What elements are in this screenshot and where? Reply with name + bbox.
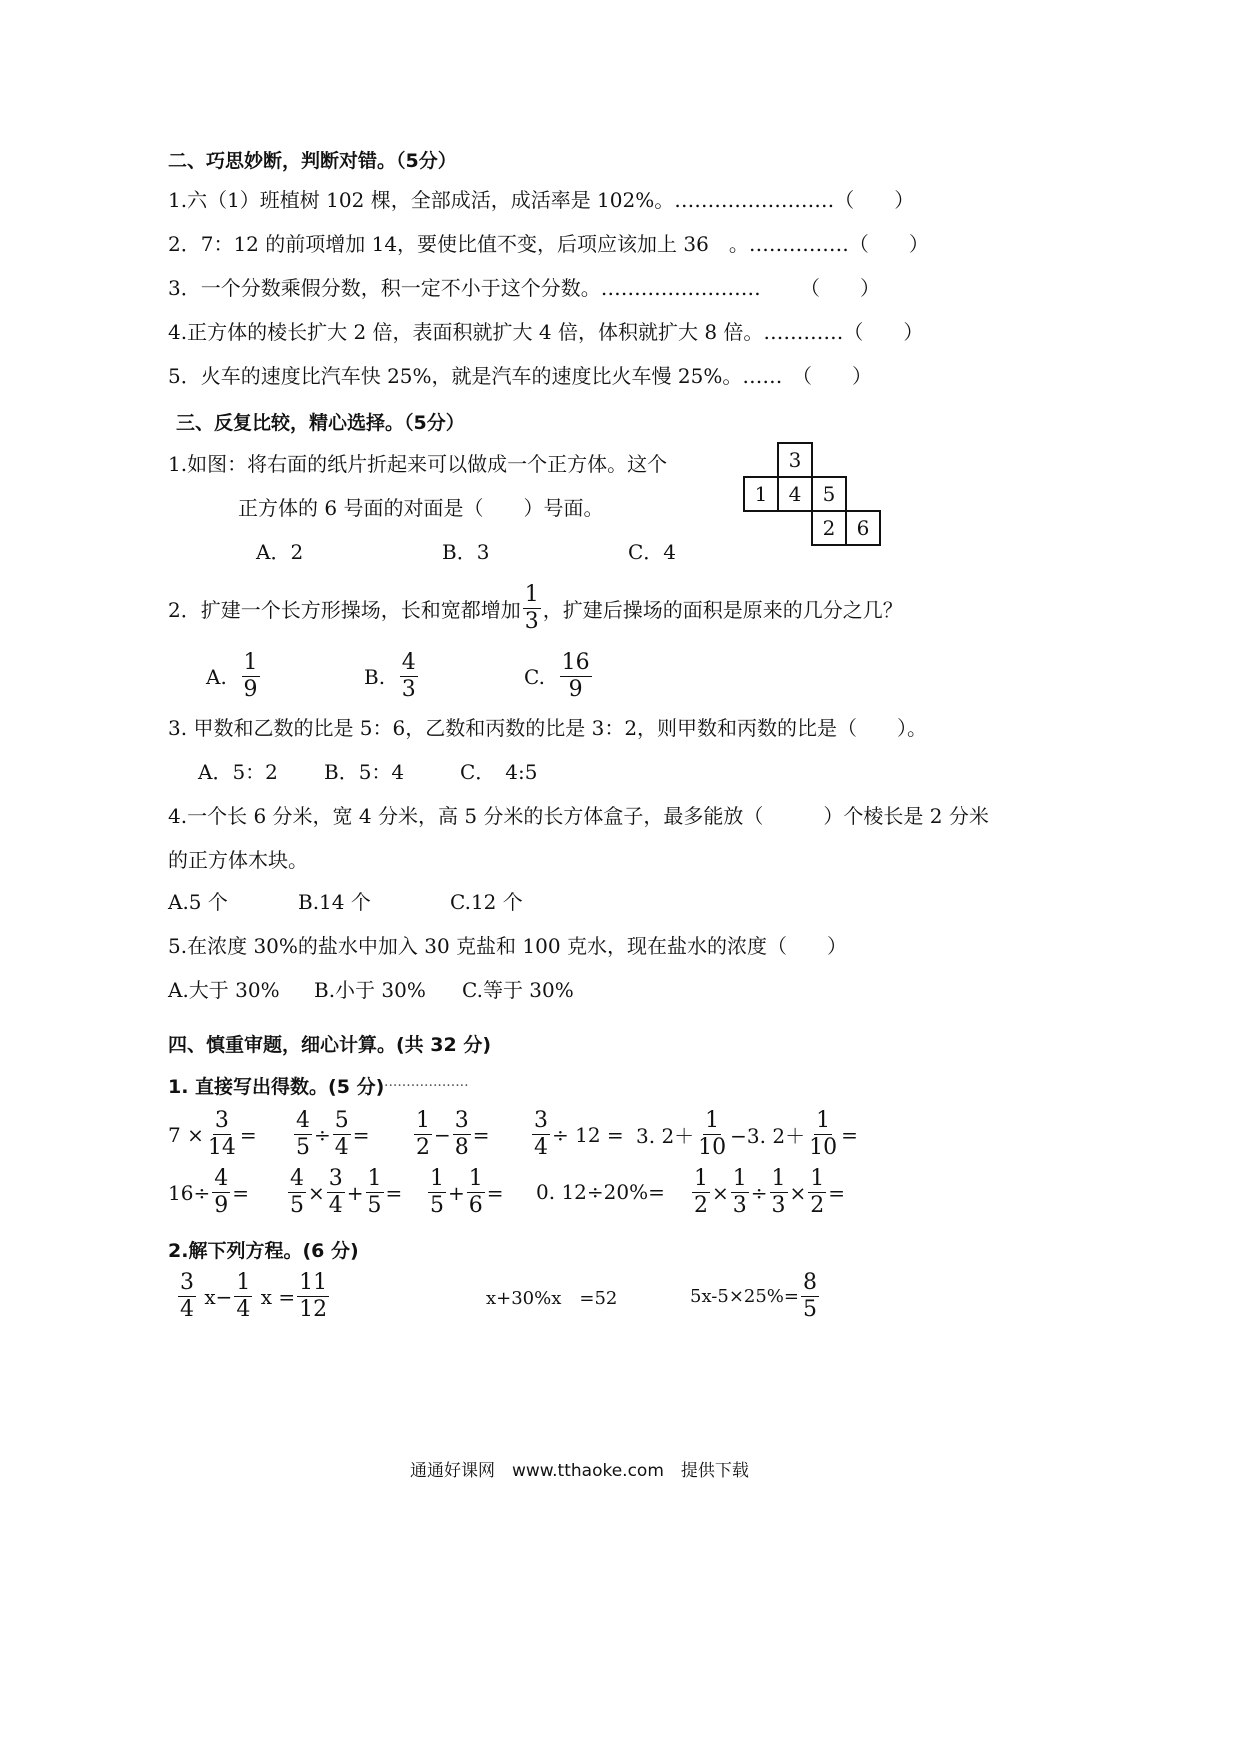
cube-face-5: 5 (811, 476, 847, 512)
q5-option-a: A.大于 30% (168, 978, 280, 1002)
q2-line (168, 582, 903, 635)
q3-option-b: B．5：4 (324, 760, 405, 784)
sub1-title: 1. 直接写出得数。(5 分) (168, 1076, 385, 1098)
judge-item-3-paren: （ ） (800, 276, 880, 300)
q5-text: 5.在浓度 30%的盐水中加入 30 克盐和 100 克水，现在盐水的浓度（ ） (168, 934, 847, 958)
section2-title: 二、巧思妙断，判断对错。（5分） (168, 150, 457, 172)
q1-option-a: A．2 (256, 540, 304, 564)
q2-option-c: C. $\frac{16}{9}$ (524, 650, 590, 702)
cube-face-3: 3 (777, 442, 813, 478)
q4-option-a: A.5 个 (168, 890, 228, 914)
q3-option-c: C． 4:5 (460, 760, 538, 784)
q1-line1: 1.如图：将右面的纸片折起来可以做成一个正方体。这个 (168, 452, 668, 476)
q4-line1: 4.一个长 6 分米，宽 4 分米，高 5 分米的长方体盒子，最多能放（ ）个棱长是 2 分米 (168, 804, 989, 828)
calc-10: $\frac{1}{2}$ × $\frac{1}{3}$ ÷ $\frac{1}{3}$ × $\frac{1}{2}$ = (694, 1166, 846, 1218)
cube-face-6: 6 (845, 510, 881, 546)
calc-3: $\frac{1}{2}$ − $\frac{3}{8}$ = (416, 1108, 490, 1160)
section3-title: 三、反复比较，精心选择。（5分） (176, 412, 465, 434)
q4-option-b: B.14 个 (298, 890, 371, 914)
judge-item-2: 2．7：12 的前项增加 14，要使比值不变，后项应该加上 36 。……………（ ） (168, 232, 929, 256)
equation-3: 5x-5×25%= $\frac{8}{5}$ (690, 1270, 817, 1322)
q2-option-a: A. $\frac{1}{9}$ (206, 650, 258, 702)
q5-option-b: B.小于 30% (314, 978, 426, 1002)
footer-text: 通通好课网 www.tthaoke.com 提供下载 (410, 1461, 749, 1481)
q2-option-b: B. $\frac{4}{3}$ (364, 650, 416, 702)
judge-item-4: 4.正方体的棱长扩大 2 倍，表面积就扩大 4 倍，体积就扩大 8 倍。…………（ ） (168, 320, 924, 344)
q2-fraction: $\frac{1}{3}$ (524, 582, 539, 634)
q2-text-pre: 2．扩建一个长方形操场，长和宽都增加 (168, 598, 521, 622)
calc-5: 3. 2＋ $\frac{1}{10}$ −3. 2＋ $\frac{1}{10}$ = (636, 1108, 858, 1160)
calc-7: $\frac{4}{5}$ × $\frac{3}{4}$ + $\frac{1}{5}$ = (290, 1166, 403, 1218)
cube-face-4: 4 (777, 476, 813, 512)
judge-item-3: 3．一个分数乘假分数，积一定不小于这个分数。…………………… (168, 276, 761, 300)
judge-item-5-paren: （ ） (792, 364, 872, 388)
section4-title: 四、慎重审题，细心计算。(共 32 分) (168, 1034, 492, 1056)
calc-9: 0. 12÷20%= (536, 1180, 665, 1204)
calc-2: $\frac{4}{5}$ ÷ $\frac{5}{4}$ = (296, 1108, 370, 1160)
q1-option-b: B．3 (442, 540, 490, 564)
judge-item-1: 1.六（1）班植树 102 棵，全部成活，成活率是 102%。……………………（ ） (168, 188, 915, 212)
sub1-dots: ................... (384, 1074, 469, 1090)
q5-option-c: C.等于 30% (462, 978, 574, 1002)
cube-face-2: 2 (811, 510, 847, 546)
cube-face-1: 1 (743, 476, 779, 512)
equation-1: $\frac{3}{4}$ x− $\frac{1}{4}$ x = $\frac{11}{12}$ (180, 1270, 328, 1322)
calc-6: 16÷ $\frac{4}{9}$ = (168, 1166, 249, 1218)
calc-1: 7 × $\frac{3}{14}$ = (168, 1108, 257, 1160)
q3-option-a: A．5：2 (198, 760, 278, 784)
q4-option-c: C.12 个 (450, 890, 523, 914)
q3-text: 3. 甲数和乙数的比是 5：6，乙数和丙数的比是 3：2，则甲数和丙数的比是（ ）。 (168, 716, 928, 740)
q4-line2: 的正方体木块。 (168, 848, 308, 872)
q1-option-c: C．4 (628, 540, 677, 564)
calc-4: $\frac{3}{4}$ ÷ 12 = (534, 1108, 624, 1160)
judge-item-5: 5．火车的速度比汽车快 25%，就是汽车的速度比火车慢 25%。…… (168, 364, 783, 388)
q1-line2: 正方体的 6 号面的对面是（ ）号面。 (238, 496, 604, 520)
sub2-title: 2.解下列方程。(6 分) (168, 1240, 359, 1262)
equation-2: x+30%x =52 (486, 1288, 618, 1309)
q2-text-post: ，扩建后操场的面积是原来的几分之几？ (542, 598, 903, 622)
calc-8: $\frac{1}{5}$ + $\frac{1}{6}$ = (430, 1166, 504, 1218)
